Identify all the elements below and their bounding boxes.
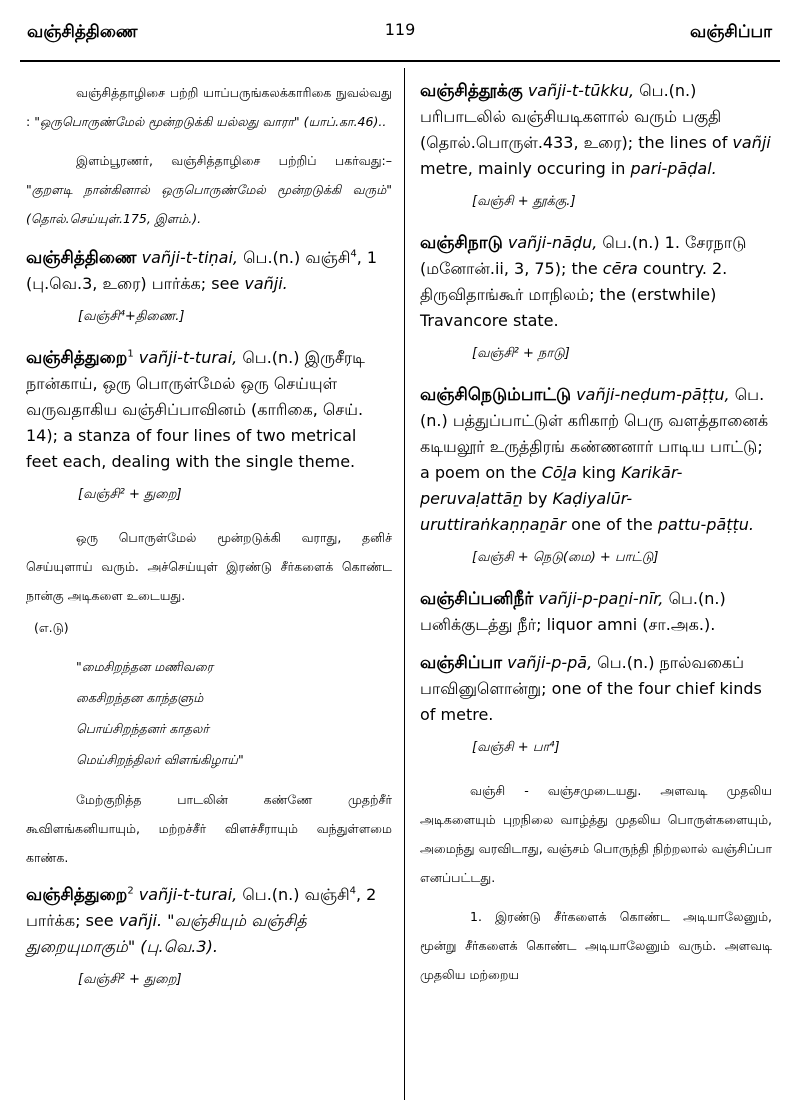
running-head-left: வஞ்சித்திணை	[27, 22, 138, 42]
etymology: [வஞ்சி² + நாடு]	[472, 346, 570, 361]
headword: வஞ்சிநெடும்பாட்டு	[420, 385, 572, 405]
entry-vanjitturai-2: வஞ்சித்துறை$^2$ vañji-t-turai, பெ.(n.) வஞ்சி$^4$, 2 பார்க்க; see vañji. "வஞ்சியும் வஞ்சித் துறையுமாகும்" (பு.வெ.3).	[26, 885, 377, 956]
entry-vanjippaninir	[420, 586, 772, 638]
transliteration: vañji-t-tiṇai,	[141, 248, 238, 267]
transliteration: vañji-p-pā,	[507, 653, 593, 672]
example-verse	[26, 651, 392, 775]
note-vanjitturai-explanation: ஒரு பொருள்மேல் மூன்றடுக்கி வராது, தனிச் செய்யுளாய் வரும். அச்செய்யுள் இரண்டு சீர்களைக் கொண்ட நான்கு அடிகளை உடையது.	[26, 530, 392, 603]
part-of-speech: பெ.(n.)	[242, 348, 300, 367]
left-column	[26, 78, 392, 1008]
right-column	[420, 78, 772, 999]
entry-vanjippa	[420, 650, 772, 728]
etymology: [வஞ்சி + பா⁴]	[472, 740, 560, 755]
running-head-right: வஞ்சிப்பா	[689, 22, 772, 42]
entry-vanjinadu: வஞ்சிநாடு vañji-nāḍu, பெ.(n.) 1. சேரநாடு (மனோன்.ii, 3, 75); the cēra country. 2. திருவிதாங்கூர் மாநிலம்; the (erstwhile) Travancore state.	[420, 233, 747, 330]
verse-line: "மைசிறந்தன மணிவரை	[76, 659, 214, 674]
part-of-speech: பெ.(n.)	[420, 385, 765, 430]
cross-reference: vañji.	[118, 911, 163, 930]
transliteration: vañji-neḍum-pāṭṭu,	[576, 385, 730, 404]
headword: வஞ்சித்தூக்கு	[420, 81, 523, 101]
entry-vanjinedumpattu: வஞ்சிநெடும்பாட்டு vañji-neḍum-pāṭṭu, பெ.(n.) பத்துப்பாட்டுள் கரிகாற் பெரு வளத்தானைக் கடியலூர் உருத்திரங் கண்ணனார் பாடிய பாட்டு; a poem on the Cōḻa king Karikār-peruvaḷattāṉ by Kaḍiyalūr-uruttiraṅkaṇṇaṉār one of the pattu-pāṭṭu.	[420, 385, 769, 534]
note-vanjittalisai-karikai: வஞ்சித்தாழிசை பற்றி யாப்பருங்கலக்காரிகை நுவல்வது : "ஒருபொருண்மேல் மூன்றடுக்கி யல்லது வாரா" (யாப்.கா.46)..	[26, 85, 392, 129]
column-divider	[404, 68, 405, 1100]
note-verse-analysis: மேற்குறித்த பாடலின் கண்ணே முதற்சீர் கூவிளங்கனியாயும், மற்றச்சீர் விளச்சீராயும் வந்துள்ளமை காண்க.	[26, 792, 392, 865]
example-label: (எ.டு)	[34, 620, 69, 635]
headword: வஞ்சிப்பனிநீர்	[420, 589, 534, 609]
part-of-speech: பெ.(n.)	[243, 248, 301, 267]
part-of-speech: பெ.(n.)	[602, 233, 660, 252]
headword: வஞ்சித்துறை	[26, 885, 128, 905]
etymology: [வஞ்சி⁴+திணை.]	[78, 309, 185, 324]
verse-line: மெய்சிறந்திலர் விளங்கிழாய்"	[76, 752, 244, 767]
header-rule	[20, 60, 780, 62]
transliteration: vañji-t-turai,	[138, 885, 238, 904]
entry-vanjittinai: வஞ்சித்திணை vañji-t-tiṇai, பெ.(n.) வஞ்சி$^4$, 1 (பு.வெ.3, உரை) பார்க்க; see vañji.	[26, 248, 378, 293]
part-of-speech: பெ.(n.)	[668, 589, 726, 608]
etymology: [வஞ்சி + தூக்கு.]	[472, 194, 576, 209]
transliteration: vañji-t-turai,	[138, 348, 238, 367]
part-of-speech: பெ.(n.)	[597, 653, 655, 672]
headword: வஞ்சிப்பா	[420, 653, 503, 673]
entry-vanjittukku: வஞ்சித்தூக்கு vañji-t-tūkku, பெ.(n.) பரிபாடலில் வஞ்சியடிகளால் வரும் பகுதி (தொல்.பொருள்.433, உரை); the lines of vañji metre, mainly occuring in pari-pāḍal.	[420, 81, 771, 178]
verse-line: பொய்சிறந்தனர் காதலர்	[76, 721, 209, 736]
etymology: [வஞ்சி² + துறை]	[78, 972, 182, 987]
part-of-speech: பெ.(n.)	[639, 81, 697, 100]
part-of-speech: பெ.(n.)	[242, 885, 300, 904]
headword: வஞ்சித்துறை	[26, 348, 128, 368]
transliteration: vañji-t-tūkku,	[527, 81, 635, 100]
headword: வஞ்சித்திணை	[26, 248, 137, 268]
note-vanjittalisai-ilampuranar: இளம்பூரணர், வஞ்சித்தாழிசை பற்றிப் பகர்வது:– "குறளடி நான்கினால் ஒருபொருண்மேல் மூன்றடுக்கி வரும்" (தொல்.செய்யுள்.175, இளம்.).	[26, 153, 392, 226]
note-vanjippa-meaning: வஞ்சி - வஞ்சமுடையது. அளவடி முதலிய அடிகளையும் புறநிலை வாழ்த்து முதலிய பொருள்களையும், அமைந்து வரவிடாது, வஞ்சம் பொருந்தி நிற்றலால் வஞ்சிப்பா எனப்பட்டது.	[420, 783, 772, 885]
cross-reference: vañji.	[244, 274, 288, 293]
definition: இருசீரடி நான்காய், ஒரு பொருள்மேல் ஒரு செய்யுள் வருவதாகிய வஞ்சிப்பாவினம் (காரிகை, செய். 14); a stanza of four lines of two metrical feet each, dealing with the single theme.	[26, 348, 365, 471]
definition: பனிக்குடத்து நீர்; liquor amni (சா.அக.).	[420, 615, 716, 634]
page-number: 119	[384, 20, 416, 39]
note-vanjippa-rule-1: 1. இரண்டு சீர்களைக் கொண்ட அடியாலேனும், மூன்று சீர்களைக் கொண்ட அடியாலேனும் வரும். அளவடி முதலிய மற்றைய	[420, 909, 772, 982]
definition: நால்வகைப் பாவினுளொன்று; one of the four chief kinds of metre.	[420, 653, 762, 724]
transliteration: vañji-p-paṉi-nīr,	[538, 589, 664, 608]
entry-vanjitturai-1: வஞ்சித்துறை$^1$ vañji-t-turai, பெ.(n.) இருசீரடி நான்காய், ஒரு பொருள்மேல் ஒரு செய்யுள் வருவதாகிய வஞ்சிப்பாவினம் (காரிகை, செய். 14); a stanza of four lines of two metrical feet each, dealing with the single theme.	[26, 348, 365, 471]
headword: வஞ்சிநாடு	[420, 233, 503, 253]
verse-line: கைசிறந்தன காந்தளும்	[76, 690, 204, 705]
etymology: [வஞ்சி² + துறை]	[78, 487, 182, 502]
etymology: [வஞ்சி + நெடு(மை) + பாட்டு]	[472, 550, 659, 565]
quotation: "வஞ்சியும் வஞ்சித் துறையுமாகும்" (பு.வெ.3).	[26, 911, 307, 956]
transliteration: vañji-nāḍu,	[507, 233, 598, 252]
